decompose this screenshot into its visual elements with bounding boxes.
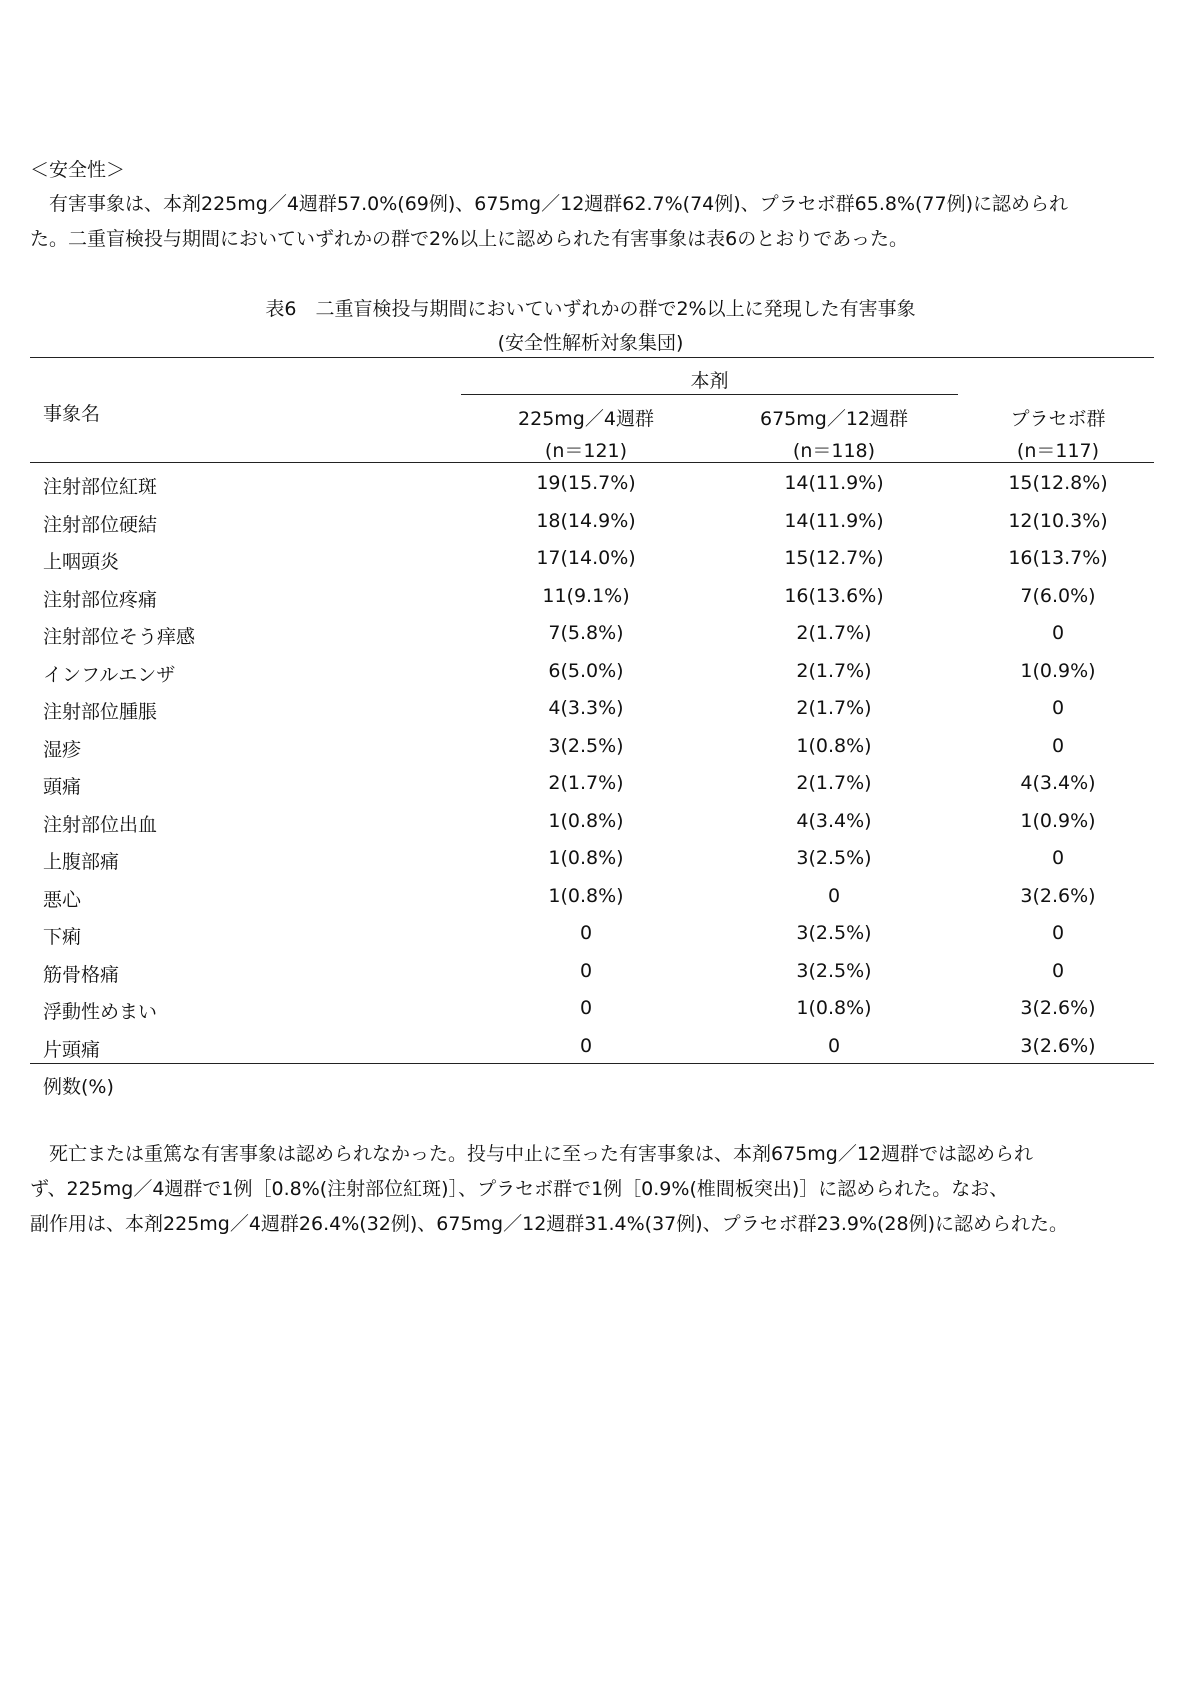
cell-value: 11(9.1%) <box>542 584 630 607</box>
cell-value: 0 <box>1051 922 1065 944</box>
event-name: 筋骨格痛 <box>43 963 120 986</box>
cell-value: 15(12.8%) <box>1008 472 1108 494</box>
cell-value: 3(2.6%) <box>1020 997 1096 1019</box>
cell-value: 2(1.7%) <box>796 622 872 644</box>
intro-paragraph <box>30 187 1160 257</box>
event-name: 下痢 <box>43 926 82 948</box>
cell-value: 2(1.7%) <box>796 659 872 682</box>
section-heading: ＜安全性＞ <box>30 159 126 181</box>
event-name: 注射部位疼痛 <box>43 588 158 611</box>
cell-value: 1(0.8%) <box>796 997 872 1019</box>
table-row <box>30 847 1154 884</box>
cell-value: 0 <box>579 959 593 982</box>
table-row <box>30 622 1154 659</box>
event-name: 悪心 <box>43 888 82 911</box>
cell-value: 18(14.9%) <box>536 509 636 532</box>
cell-value: 4(3.3%) <box>548 697 624 719</box>
table-subtitle: (安全性解析対象集団) <box>497 332 684 354</box>
cell-value: 15(12.7%) <box>784 547 884 569</box>
column-header-placebo <box>948 403 1168 467</box>
event-name: 頭痛 <box>43 776 82 798</box>
conclusion-line: ず、225mg／4週群で1例［0.8%(注射部位紅斑)］、プラセボ群で1例［0.9%(椎間板突出)］に認められた。なお、 <box>30 1178 1009 1200</box>
cell-value: 0 <box>579 1034 593 1057</box>
cell-value: 14(11.9%) <box>784 509 884 532</box>
cell-value: 0 <box>1051 847 1065 869</box>
table-bottom-rule <box>30 1063 1154 1064</box>
intro-line: た。二重盲検投与期間においていずれかの群で2%以上に認められた有害事象は表6のとおりであった。 <box>30 228 909 250</box>
table-footnote: 例数(%) <box>43 1076 114 1098</box>
cell-value: 4(3.4%) <box>1020 772 1096 794</box>
table-row <box>30 997 1154 1034</box>
event-name: 片頭痛 <box>43 1038 101 1061</box>
column-n: (n＝117) <box>1016 440 1100 462</box>
cell-value: 0 <box>1051 622 1065 644</box>
table-row <box>30 1035 1154 1072</box>
cell-value: 3(2.5%) <box>796 922 872 944</box>
table-row <box>30 660 1154 697</box>
group-header: 本剤 <box>690 370 729 392</box>
event-name: 浮動性めまい <box>43 1001 158 1023</box>
group-underline <box>461 394 958 395</box>
cell-value: 7(5.8%) <box>548 622 624 644</box>
column-header-225mg <box>476 403 696 467</box>
cell-value: 2(1.7%) <box>796 697 872 719</box>
column-n: (n＝121) <box>544 440 628 462</box>
cell-value: 0 <box>827 1034 841 1057</box>
cell-value: 6(5.0%) <box>548 659 624 682</box>
cell-value: 3(2.5%) <box>796 959 872 982</box>
cell-value: 7(6.0%) <box>1020 584 1096 607</box>
cell-value: 16(13.7%) <box>1008 547 1108 569</box>
cell-value: 3(2.6%) <box>1020 884 1096 907</box>
cell-value: 19(15.7%) <box>536 472 636 494</box>
conclusion-line: 死亡または重篤な有害事象は認められなかった。投与中止に至った有害事象は、本剤675mg／12週群では認められ <box>30 1143 1034 1165</box>
cell-value: 2(1.7%) <box>796 772 872 794</box>
cell-value: 3(2.5%) <box>548 734 624 757</box>
cell-value: 16(13.6%) <box>784 584 884 607</box>
cell-value: 1(0.8%) <box>548 847 624 869</box>
event-name: 注射部位紅斑 <box>43 476 158 498</box>
cell-value: 0 <box>1051 959 1065 982</box>
cell-value: 3(2.6%) <box>1020 1034 1096 1057</box>
cell-value: 3(2.5%) <box>796 847 872 869</box>
table-top-rule <box>30 357 1154 358</box>
event-name: 注射部位出血 <box>43 813 158 836</box>
cell-value: 0 <box>1051 697 1065 719</box>
cell-value: 2(1.7%) <box>548 772 624 794</box>
cell-value: 1(0.9%) <box>1020 809 1096 832</box>
table-row <box>30 772 1154 809</box>
table-row <box>30 810 1154 847</box>
table-row <box>30 735 1154 772</box>
event-name: 上腹部痛 <box>43 851 120 873</box>
event-name: 注射部位そう痒感 <box>43 626 196 648</box>
column-label: プラセボ群 <box>1010 408 1106 430</box>
cell-value: 0 <box>579 922 593 944</box>
cell-value: 1(0.9%) <box>1020 659 1096 682</box>
table-row <box>30 510 1154 547</box>
table-title: 表6 二重盲検投与期間においていずれかの群で2%以上に発現した有害事象 <box>265 298 916 320</box>
column-n: (n＝118) <box>792 440 876 462</box>
event-name: 湿疹 <box>43 738 82 761</box>
column-header-675mg <box>724 403 944 467</box>
cell-value: 0 <box>579 997 593 1019</box>
event-name: 注射部位腫脹 <box>43 701 158 723</box>
cell-value: 12(10.3%) <box>1008 509 1108 532</box>
table-row <box>30 885 1154 922</box>
event-name: 注射部位硬結 <box>43 513 158 536</box>
cell-value: 17(14.0%) <box>536 547 636 569</box>
conclusion-line: 副作用は、本剤225mg／4週群26.4%(32例)、675mg／12週群31.4%(37例)、プラセボ群23.9%(28例)に認められた。 <box>30 1213 1069 1235</box>
table-row <box>30 547 1154 584</box>
event-name: インフルエンザ <box>43 663 176 686</box>
column-label: 675mg／12週群 <box>759 408 908 430</box>
table-row <box>30 922 1154 959</box>
cell-value: 1(0.8%) <box>548 809 624 832</box>
header-bottom-rule <box>30 462 1154 463</box>
cell-value: 4(3.4%) <box>796 809 872 832</box>
conclusion-paragraph <box>30 1137 1160 1242</box>
cell-value: 1(0.8%) <box>796 734 872 757</box>
table-row <box>30 472 1154 509</box>
cell-value: 0 <box>1051 734 1065 757</box>
cell-value: 0 <box>827 884 841 907</box>
cell-value: 14(11.9%) <box>784 472 884 494</box>
intro-line: 有害事象は、本剤225mg／4週群57.0%(69例)、675mg／12週群62.7%(74例)、プラセボ群65.8%(77例)に認められ <box>30 193 1069 215</box>
table-row <box>30 960 1154 997</box>
table-row <box>30 585 1154 622</box>
cell-value: 1(0.8%) <box>548 884 624 907</box>
column-label: 225mg／4週群 <box>518 408 654 430</box>
table-row <box>30 697 1154 734</box>
event-name: 上咽頭炎 <box>43 551 120 573</box>
event-name-header: 事象名 <box>43 403 101 425</box>
